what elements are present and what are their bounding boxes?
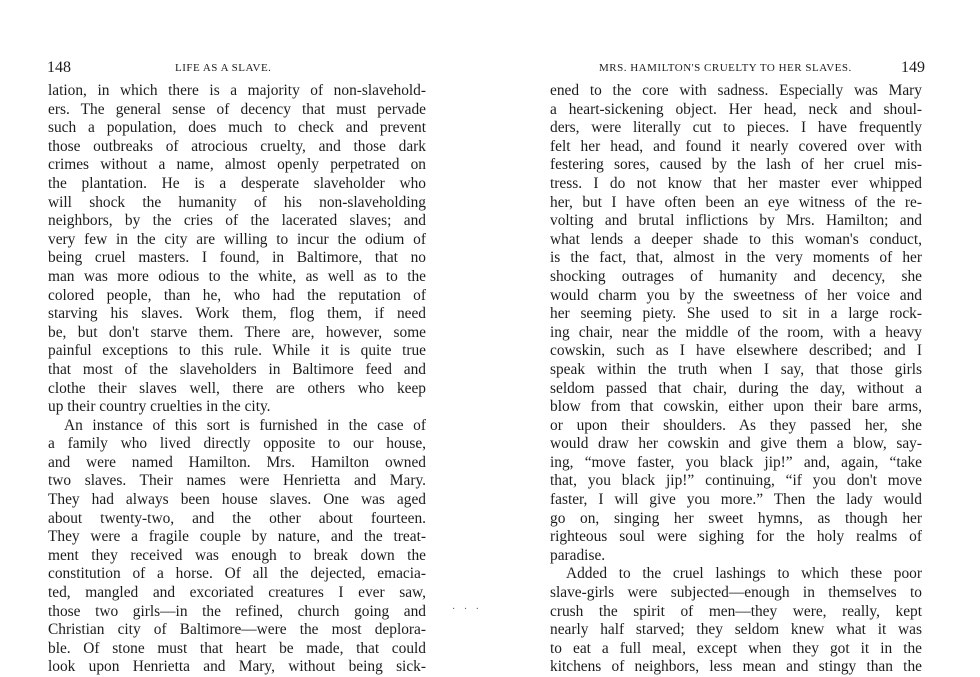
text-line: that most of the slaveholders in Baltimore feed and — [48, 360, 426, 378]
text-line: painful exceptions to this rule. While it is quite true — [48, 342, 426, 360]
text-line: man was more odious to the white, as well as to the — [48, 267, 426, 285]
running-head: LIFE AS A SLAVE. — [175, 62, 272, 74]
text-line: shocking outrages of humanity and decency, she — [550, 267, 922, 285]
text-line: blow from that cowskin, either upon their bare arms, — [550, 398, 922, 416]
page-number: 148 — [47, 59, 71, 76]
text-line: crush the spirit of men—they were, really, kept — [550, 602, 922, 620]
text-line: a heart-sickening object. Her head, neck and shoul- — [550, 100, 922, 118]
text-line: kitchens of neighbors, less mean and stingy than the — [550, 658, 922, 676]
text-line: tress. I do not know that her master ever whipped — [550, 174, 922, 192]
text-line: two slaves. Their names were Henrietta and Mary. — [48, 472, 426, 490]
text-line: being cruel masters. I found, in Baltimore, that no — [48, 249, 426, 267]
body-text — [550, 82, 922, 677]
page-number: 149 — [901, 59, 925, 76]
text-line: would charm you by the sweetness of her voice and — [550, 286, 922, 304]
text-line: lation, in which there is a majority of non-slavehold- — [48, 82, 426, 99]
text-line: those outbreaks of atrocious cruelty, and those dark — [48, 137, 426, 155]
text-line: her, but I have often been an eye witness of the re- — [550, 193, 922, 211]
text-line: cowskin, such as I have elsewhere described; and I — [550, 342, 922, 360]
text-line: crimes without a name, almost openly perpetrated on — [48, 156, 426, 174]
text-line: felt her head, and found it nearly covered over with — [550, 137, 922, 155]
text-line: go on, singing her sweet hymns, as though her — [550, 509, 922, 527]
text-line: constitution of a horse. Of all the dejected, emacia- — [48, 565, 426, 583]
text-line: ing, “move faster, you black jip!” and, again, “take — [550, 453, 922, 471]
text-line: colored people, than he, who had the reputation of — [48, 286, 426, 304]
text-line: what lends a deeper shade to this woman's conduct, — [550, 230, 922, 248]
text-line: speak within the truth when I say, that those girls — [550, 360, 922, 378]
text-line: to eat a full meal, except when they got it in the — [550, 639, 922, 657]
text-line: clothe their slaves well, there are others who keep — [48, 379, 426, 397]
text-line: those two girls—in the refined, church going and — [48, 602, 426, 620]
text-line: slave-girls were subjected—enough in themselves to — [550, 584, 922, 602]
text-line: nearly half starved; they seldom knew what it was — [550, 621, 922, 639]
text-line: faster, I will give you more.” Then the lady would — [550, 491, 922, 509]
text-line: look upon Henrietta and Mary, without being sick- — [48, 658, 426, 676]
text-line: about twenty-two, and the other about fourteen. — [48, 509, 426, 527]
text-line: ened to the core with sadness. Especially was Mary — [550, 82, 922, 99]
gutter-mark: · · · — [452, 604, 482, 615]
text-line: will shock the humanity of his non-slaveholding — [48, 193, 426, 211]
text-line: ble. Of stone must that heart be made, that could — [48, 639, 426, 657]
text-line: starving his slaves. Work them, flog them, if need — [48, 305, 426, 323]
text-line: ted, mangled and excoriated creatures I ever saw, — [48, 584, 426, 602]
text-line: Christian city of Baltimore—were the most deplora- — [48, 621, 426, 639]
text-line: seldom passed that chair, during the day, without a — [550, 379, 922, 397]
body-text — [48, 82, 426, 677]
text-line: be, but don't starve them. There are, however, some — [48, 323, 426, 341]
text-line: such a population, does much to check and prevent — [48, 119, 426, 137]
text-line: up their country cruelties in the city. — [48, 398, 271, 416]
text-line: ing chair, near the middle of the room, with a heavy — [550, 323, 922, 341]
text-line: the plantation. He is a desperate slaveholder who — [48, 174, 426, 192]
text-line: would draw her cowskin and give them a blow, say- — [550, 435, 922, 453]
text-line: righteous soul were sighing for the holy realms of — [550, 528, 922, 546]
text-line: neighbors, by the cries of the lacerated slaves; and — [48, 212, 426, 230]
text-line: and were named Hamilton. Mrs. Hamilton owned — [48, 453, 426, 471]
running-head: MRS. HAMILTON'S CRUELTY TO HER SLAVES. — [599, 62, 852, 74]
text-line: is the fact, that, almost in the very moments of her — [550, 249, 922, 267]
text-line: ders, were literally cut to pieces. I have frequently — [550, 119, 922, 137]
text-line: festering sores, caused by the lash of her cruel mis- — [550, 156, 922, 174]
text-line: They had always been house slaves. One was aged — [48, 491, 426, 509]
text-line: ment they received was enough to break down the — [48, 546, 426, 564]
text-line: Added to the cruel lashings to which these poor — [566, 565, 922, 583]
left-page — [0, 0, 490, 676]
text-line: They were a fragile couple by nature, and the treat- — [48, 528, 426, 546]
text-line: a family who lived directly opposite to our house, — [48, 435, 426, 453]
text-line: paradise. — [550, 546, 606, 564]
text-line: very few in the city are willing to incur the odium of — [48, 230, 426, 248]
text-line: An instance of this sort is furnished in the case of — [64, 416, 426, 434]
text-line: her seeming piety. She used to sit in a large rock- — [550, 305, 922, 323]
text-line: or upon their shoulders. As they passed her, she — [550, 416, 922, 434]
text-line: ers. The general sense of decency that must pervade — [48, 100, 426, 118]
text-line: that, you black jip!” continuing, “if you don't move — [550, 472, 922, 490]
text-line: volting and brutal inflictions by Mrs. Hamilton; and — [550, 212, 922, 230]
right-page — [490, 0, 980, 676]
